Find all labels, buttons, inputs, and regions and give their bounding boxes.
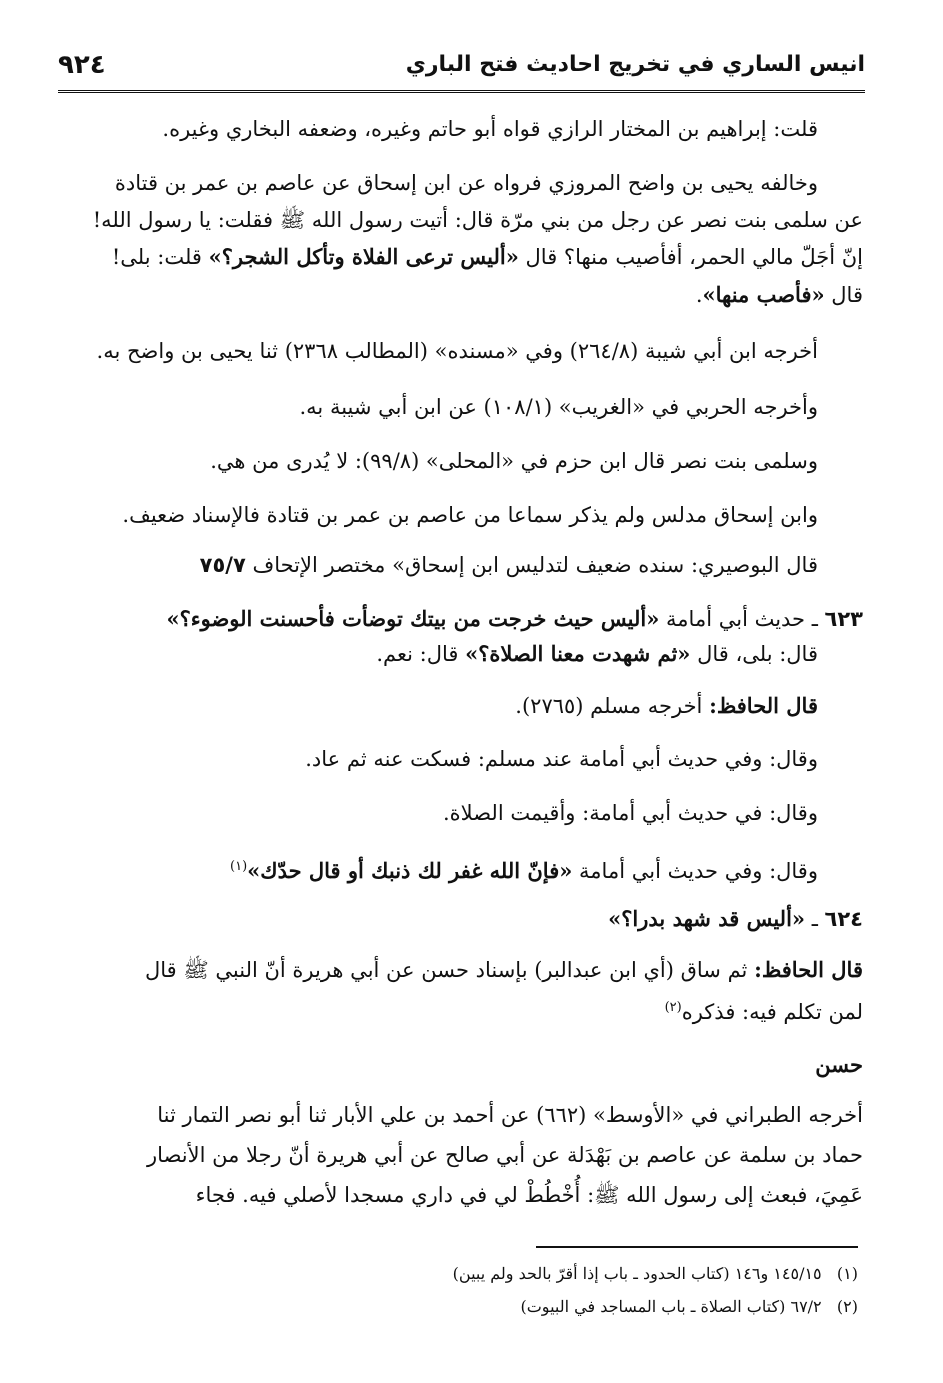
hadith-quote: «أليس قد شهد بدرا؟» [608,906,806,931]
page-number: ٩٢٤ [58,50,106,80]
hadith-number: ٦٢٣ [824,607,863,631]
hadith-quote: «أليس ترعى الفلاة وتأكل الشجر؟» [208,244,519,269]
text-line: وابن إسحاق مدلس ولم يذكر سماعا من عاصم بن عمر بن قتادة فالإسناد ضعيف. [122,503,818,527]
hadith-624-heading: ٦٢٤ ـ «أليس قد شهد بدرا؟» [608,906,863,931]
hadith-number: ٦٢٤ [824,907,863,931]
hadith-quote: «فإنّ الله غفر لك ذنبك أو قال حدّك» [247,858,573,883]
text-line: حماد بن سلمة عن عاصم بن بَهْدَلة عن أبي صالح عن أبي هريرة أنّ رجلا من الأنصار [147,1143,863,1167]
text-line: قلت: إبراهيم بن المختار الرازي قواه أبو حاتم وغيره، وضعفه البخاري وغيره. [162,117,818,141]
text-line: وقال: في حديث أبي أمامة: وأقيمت الصلاة. [443,801,818,825]
speaker-label: قال الحافظ: [709,693,818,718]
grading-label: حسن [815,1052,863,1077]
footnote-ref: (٢) [664,1000,682,1015]
text-line: وسلمى بنت نصر قال ابن حزم في «المحلى» (٩٩/٨): لا يُدرى من هي. [210,449,818,473]
text-line: إنّ أجَلّ مالي الحمر، أفأصيب منها؟ قال «أليس ترعى الفلاة وتأكل الشجر؟» قلت: بلى! [111,244,863,269]
text-line: قال الحافظ: ثم ساق (أي ابن عبدالبر) بإسناد حسن عن أبي هريرة أنّ النبي ﷺ قال [144,957,863,982]
speaker-label: قال الحافظ: [754,957,863,982]
hadith-quote: «فأصب منها» [702,282,825,307]
text-line: قال: بلى، قال «ثم شهدت معنا الصلاة؟» قال: نعم. [376,641,818,666]
text-line: قال البوصيري: سنده ضعيف لتدليس ابن إسحاق» مختصر الإتحاف ٧٥/٧ [199,553,818,577]
footnote-ref: (١) [230,859,248,874]
hadith-quote: «ثم شهدت معنا الصلاة؟» [465,641,691,666]
text-line: وأخرجه الحربي في «الغريب» (١٠٨/١) عن ابن أبي شيبة به. [299,395,818,419]
text-line: قال الحافظ: أخرجه مسلم (٢٧٦٥). [515,693,818,718]
text-line: وقال: وفي حديث أبي أمامة عند مسلم: فسكت عنه ثم عاد. [305,747,818,771]
text-line: عن سلمى بنت نصر عن رجل من بني مرّة قال: أتيت رسول الله ﷺ فقلت: يا رسول الله! [92,208,863,232]
footnote-2: (٢) ٦٧/٢ (كتاب الصلاة ـ باب المساجد في البيوت) [520,1297,858,1316]
text-line: عَمِيَ، فبعث إلى رسول الله ﷺ: أُخْطُطْ لي في داري مسجدا لأصلي فيه. فجاء [195,1183,863,1207]
text-line: أخرجه ابن أبي شيبة (٢٦٤/٨) وفي «مسنده» (المطالب ٢٣٦٨) ثنا يحيى بن واضح به. [96,339,818,363]
text-line: وقال: وفي حديث أبي أمامة «فإنّ الله غفر لك ذنبك أو قال حدّك»$^{(١)}$ [230,858,818,883]
book-title: انيس الساري في تخريج احاديث فتح الباري [405,52,865,77]
text-line: قال «فأصب منها». [695,282,863,307]
footnote-1: (١) ١٤٥/١٥ و١٤٦ (كتاب الحدود ـ باب إذا أقرّ بالحد ولم يبين) [452,1264,858,1283]
text-line: لمن تكلم فيه: فذكره$^{(٢)}$ [664,1000,863,1024]
hadith-quote: «أليس حيث خرجت من بيتك توضأت فأحسنت الوضوء؟» [166,606,660,631]
text-line: أخرجه الطبراني في «الأوسط» (٦٦٢) عن أحمد بن علي الأبار ثنا أبو نصر التمار ثنا [157,1103,863,1127]
hadith-623-heading: ٦٢٣ ـ حديث أبي أمامة «أليس حيث خرجت من بيتك توضأت فأحسنت الوضوء؟» [166,606,863,631]
running-header [58,50,865,93]
footnote-divider [536,1246,858,1248]
text-line: وخالفه يحيى بن واضح المروزي فرواه عن ابن إسحاق عن عاصم بن عمر بن قتادة [114,171,818,195]
